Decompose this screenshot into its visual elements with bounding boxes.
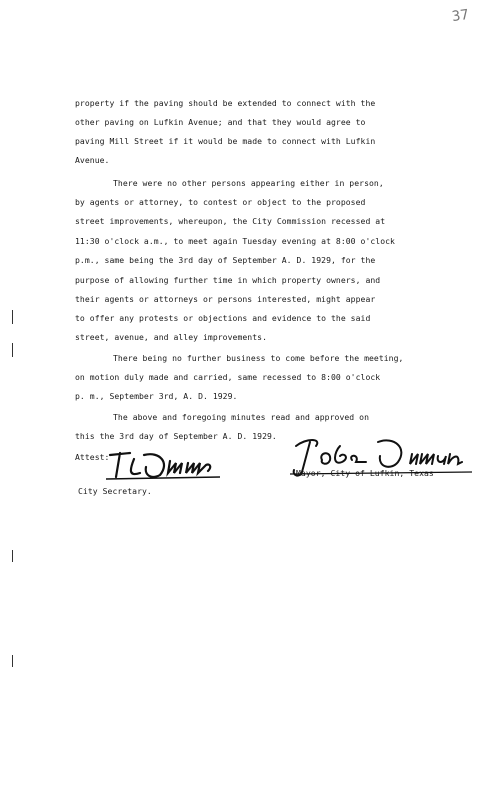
margin-tick	[12, 655, 13, 667]
text-line-17: The above and foregoing minutes read and approved on	[113, 412, 369, 422]
text-line-11: their agents or attorneys or persons interested, might appear	[75, 294, 376, 304]
text-line-2: other paving on Lufkin Avenue; and that they would agree to	[75, 117, 366, 127]
secretary-signature	[100, 443, 240, 483]
text-line-18: this the 3rd day of September A. D. 1929.	[75, 431, 277, 441]
text-line-9: p.m., same being the 3rd day of September A. D. 1929, for the	[75, 255, 376, 265]
attest-label: Attest:	[75, 452, 110, 462]
text-line-6: by agents or attorney, to contest or object to the proposed	[75, 197, 366, 207]
text-line-15: on motion duly made and carried, same recessed to 8:00 o'clock	[75, 372, 381, 382]
text-line-3: paving Mill Street if it would be made to connect with Lufkin	[75, 136, 376, 146]
text-line-1: property if the paving should be extended to connect with the	[75, 98, 376, 108]
text-line-8: 11:30 o'clock a.m., to meet again Tuesday evening at 8:00 o'clock	[75, 236, 395, 246]
text-line-16: p. m., September 3rd, A. D. 1929.	[75, 391, 238, 401]
mayor-title: Mayor, City of Lufkin, Texas	[296, 468, 434, 478]
margin-tick	[12, 550, 13, 562]
text-line-14: There being no further business to come before the meeting,	[113, 353, 404, 363]
margin-tick	[12, 343, 13, 357]
text-line-10: purpose of allowing further time in which property owners, and	[75, 275, 381, 285]
text-line-13: street, avenue, and alley improvements.	[75, 332, 267, 342]
page-number-mark: 37	[450, 6, 470, 26]
margin-tick	[12, 310, 13, 324]
text-line-5: There were no other persons appearing either in person,	[113, 178, 384, 188]
secretary-title: City Secretary.	[78, 486, 152, 496]
text-line-7: street improvements, whereupon, the City Commission recessed at	[75, 216, 386, 226]
text-line-12: to offer any protests or objections and evidence to the said	[75, 313, 371, 323]
text-line-4: Avenue.	[75, 155, 110, 165]
